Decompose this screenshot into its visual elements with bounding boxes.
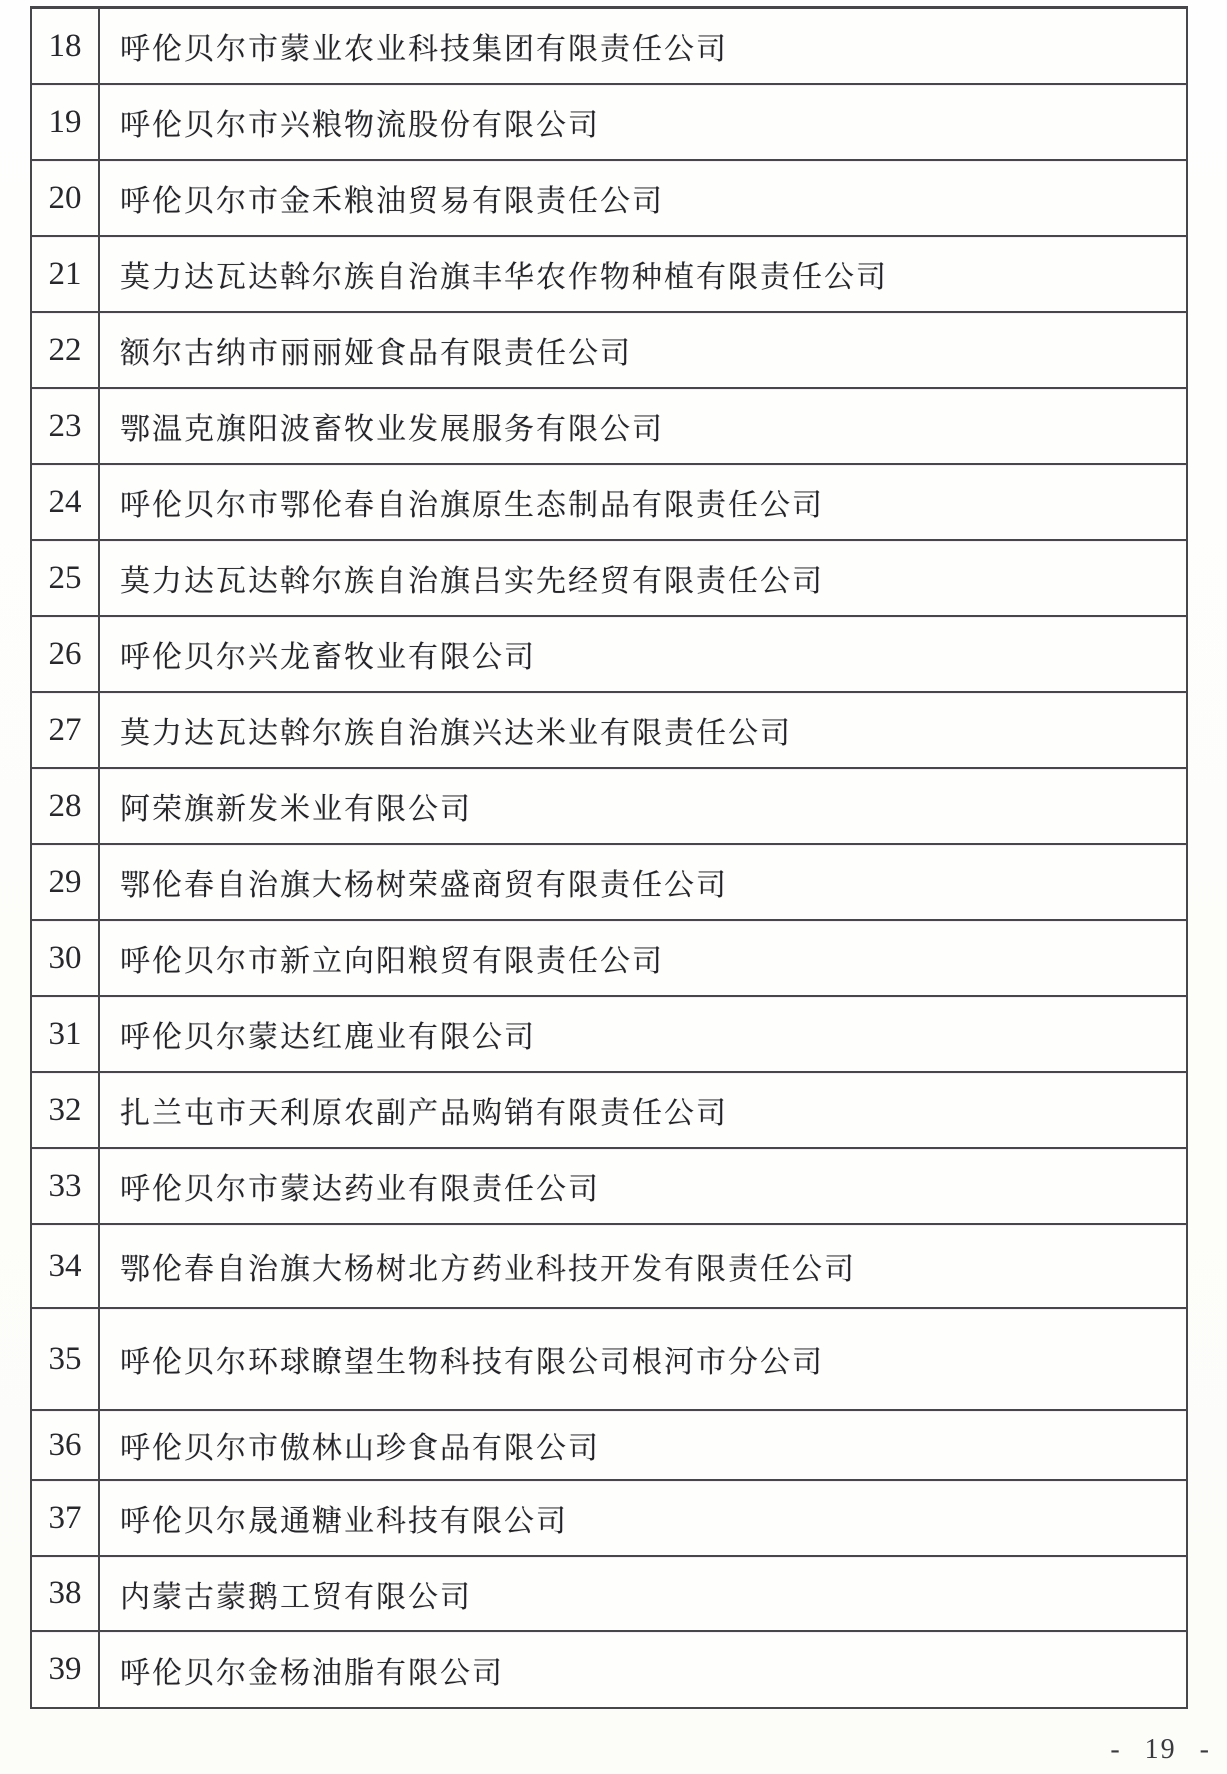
row-number-cell: 20 — [32, 161, 100, 235]
table-row — [32, 465, 1186, 541]
table-row — [32, 1309, 1186, 1411]
company-name-cell: 呼伦贝尔蒙达红鹿业有限公司 — [120, 1021, 536, 1054]
table-row — [32, 9, 1186, 85]
company-name-cell: 莫力达瓦达斡尔族自治旗吕实先经贸有限责任公司 — [120, 565, 824, 598]
company-list-table — [30, 6, 1188, 1709]
row-number-cell: 30 — [32, 921, 100, 995]
table-row — [32, 313, 1186, 389]
table-row — [32, 1149, 1186, 1225]
company-name-cell: 呼伦贝尔金杨油脂有限公司 — [120, 1656, 504, 1690]
row-number-cell: 23 — [32, 389, 100, 463]
row-number-cell: 32 — [32, 1073, 100, 1147]
row-number-cell: 34 — [32, 1225, 100, 1307]
company-name-cell: 呼伦贝尔市鄂伦春自治旗原生态制品有限责任公司 — [120, 489, 824, 522]
table-row — [32, 845, 1186, 921]
row-number-cell: 31 — [32, 997, 100, 1071]
table-row — [32, 541, 1186, 617]
company-name-cell: 内蒙古蒙鹅工贸有限公司 — [120, 1580, 472, 1614]
company-name-cell: 扎兰屯市天利原农副产品购销有限责任公司 — [120, 1097, 728, 1130]
table-row — [32, 1632, 1186, 1707]
table-row — [32, 693, 1186, 769]
company-name-cell: 呼伦贝尔市金禾粮油贸易有限责任公司 — [120, 185, 664, 218]
row-number-cell: 21 — [32, 237, 100, 311]
row-number-cell: 25 — [32, 541, 100, 615]
company-name-cell: 呼伦贝尔市蒙达药业有限责任公司 — [120, 1173, 600, 1206]
table-row — [32, 1481, 1186, 1557]
company-name-cell: 呼伦贝尔市兴粮物流股份有限公司 — [120, 109, 600, 142]
table-row — [32, 161, 1186, 237]
row-number-cell: 33 — [32, 1149, 100, 1223]
table-row — [32, 85, 1186, 161]
company-name-cell: 呼伦贝尔市蒙业农业科技集团有限责任公司 — [120, 33, 728, 66]
row-number-cell: 22 — [32, 313, 100, 387]
company-name-cell: 额尔古纳市丽丽娅食品有限责任公司 — [120, 337, 632, 370]
company-name-cell: 鄂温克旗阳波畜牧业发展服务有限公司 — [120, 413, 664, 446]
table-row — [32, 389, 1186, 465]
row-number-cell: 39 — [32, 1632, 100, 1707]
company-name-cell: 莫力达瓦达斡尔族自治旗兴达米业有限责任公司 — [120, 717, 792, 750]
table-row — [32, 769, 1186, 845]
row-number-cell: 27 — [32, 693, 100, 767]
row-number-cell: 26 — [32, 617, 100, 691]
page-number: - 19 - — [1110, 1734, 1211, 1765]
company-name-cell: 呼伦贝尔市傲林山珍食品有限公司 — [120, 1432, 600, 1465]
row-number-cell: 28 — [32, 769, 100, 843]
row-number-cell: 24 — [32, 465, 100, 539]
row-number-cell: 36 — [32, 1411, 100, 1479]
company-name-cell: 呼伦贝尔环球瞭望生物科技有限公司根河市分公司 — [120, 1346, 824, 1379]
company-name-cell: 莫力达瓦达斡尔族自治旗丰华农作物种植有限责任公司 — [120, 261, 888, 294]
company-name-cell: 呼伦贝尔兴龙畜牧业有限公司 — [120, 641, 536, 674]
table-row — [32, 237, 1186, 313]
row-number-cell: 38 — [32, 1557, 100, 1630]
company-name-cell: 呼伦贝尔晟通糖业科技有限公司 — [120, 1505, 568, 1538]
company-name-cell: 阿荣旗新发米业有限公司 — [120, 793, 472, 826]
table-row — [32, 1225, 1186, 1309]
row-number-cell: 29 — [32, 845, 100, 919]
row-number-cell: 35 — [32, 1309, 100, 1409]
company-name-cell: 鄂伦春自治旗大杨树荣盛商贸有限责任公司 — [120, 869, 728, 902]
company-name-cell: 鄂伦春自治旗大杨树北方药业科技开发有限责任公司 — [120, 1253, 856, 1286]
row-number-cell: 19 — [32, 85, 100, 159]
table-row — [32, 997, 1186, 1073]
table-row — [32, 1411, 1186, 1481]
table-row — [32, 921, 1186, 997]
row-number-cell: 37 — [32, 1481, 100, 1555]
table-row — [32, 617, 1186, 693]
company-name-cell: 呼伦贝尔市新立向阳粮贸有限责任公司 — [120, 945, 664, 978]
table-row — [32, 1557, 1186, 1632]
row-number-cell: 18 — [32, 9, 100, 83]
table-row — [32, 1073, 1186, 1149]
